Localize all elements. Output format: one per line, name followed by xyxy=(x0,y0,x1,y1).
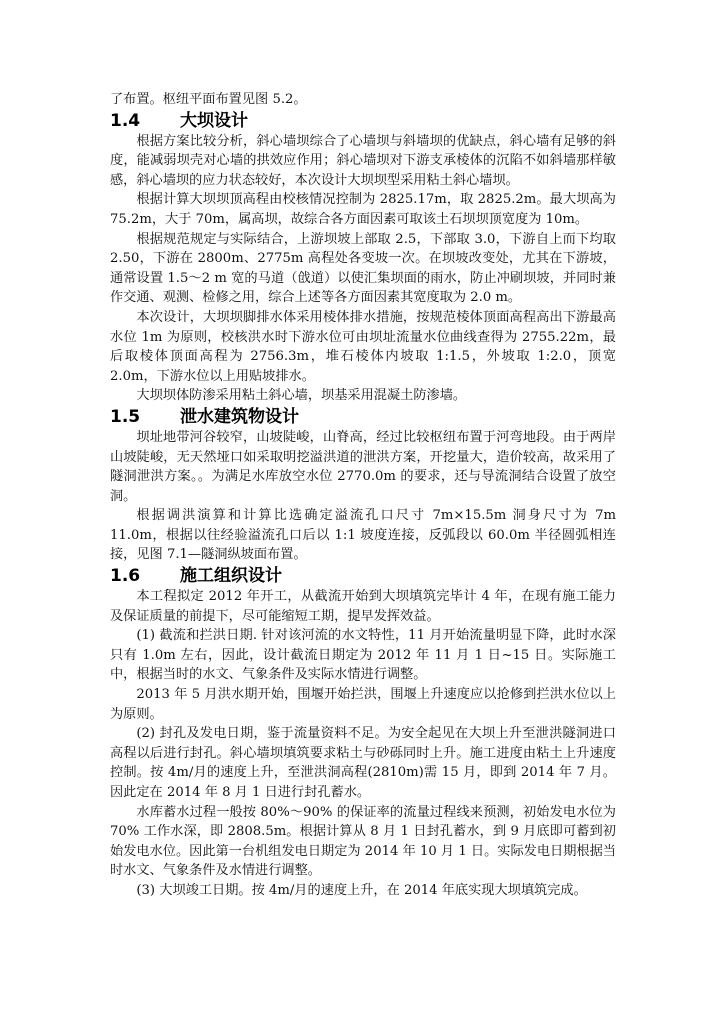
paragraph: 根据方案比较分析，斜心墙坝综合了心墙坝与斜墙坝的优缺点，斜心墙有足够的斜度，能减弱坝壳对心墙的拱效应作用；斜心墙坝对下游支承棱体的沉陷不如斜墙那样敏感，斜心墙坝的应力状态较好，本次设计大坝坝型采用粘土斜心墙坝。 xyxy=(110,133,616,188)
section-heading-1-4 xyxy=(110,110,616,132)
paragraph: 本工程拟定 2012 年开工，从截流开始到大坝填筑完毕计 4 年，在现有施工能力及保证质量的前提下，尽可能缩短工期，提早发挥效益。 xyxy=(110,589,616,624)
section-heading-1-6 xyxy=(110,565,616,587)
paragraph: (1) 截流和拦洪日期. 针对该河流的水文特性，11 月开始流量明显下降，此时水深只有 1.0m 左右，因此，设计截流日期定为 2012 年 11 月 1 日~15 日。实际施工中，根据当时的水文、气象条件及实际水情进行调整。 xyxy=(110,628,616,683)
paragraph: 根据规范规定与实际结合，上游坝坡上部取 2.5，下部取 3.0，下游自上而下均取 2.50，下游在 2800m、2775m 高程处各变坡一次。在坝坡改变处，尤其在下游坡，通常设置 1.5～2 m 宽的马道（戗道）以使汇集坝面的雨水，防止冲刷坝坡，并同时兼作交通、观测、检修之用，综合上述等各方面因素其宽度取为 2.0 m。 xyxy=(110,231,616,306)
paragraph: (3) 大坝竣工日期。按 4m/月的速度上升，在 2014 年底实现大坝填筑完成。 xyxy=(136,882,587,898)
paragraph: 根据调洪演算和计算比选确定溢流孔口尺寸 7m×15.5m 洞身尺寸为 7m 11.0m，根据以往经验溢流孔口后以 1:1 坡度连接，反弧段以 60.0m 半径圆弧相连接，见图 7.1—隧洞纵坡面布置。 xyxy=(110,508,616,563)
section-number: 1.6 xyxy=(110,566,141,587)
section-title: 施工组织设计 xyxy=(180,566,282,587)
paragraph: 水库蓄水过程一般按 80%～90% 的保证率的流量过程线来预测，初始发电水位为 70% 工作水深，即 2808.5m。根据计算从 8 月 1 日封孔蓄水，到 9 月底即可蓄到初始发电水位。因此第一台机组发电日期定为 2014 年 10 月 1 日。实际发电日期根据当时水文、气象条件及水情进行调整。 xyxy=(110,804,616,879)
document-page xyxy=(110,90,616,901)
intro-paragraph: 了布置。枢纽平面布置见图 5.2。 xyxy=(110,92,307,107)
paragraph: 根据计算大坝坝顶高程由校核情况控制为 2825.17m，取 2825.2m。最大坝高为 75.2m，大于 70m，属高坝，故综合各方面因素可取该土石坝坝顶宽度为 10m。 xyxy=(110,192,616,227)
section-number: 1.4 xyxy=(110,110,141,131)
section-heading-1-5 xyxy=(110,406,616,428)
paragraph: 2013 年 5 月洪水期开始，围堰开始拦洪，围堰上升速度应以抢修到拦洪水位以上为原则。 xyxy=(110,687,616,722)
section-number: 1.5 xyxy=(110,406,141,427)
section-title: 大坝设计 xyxy=(180,110,248,131)
paragraph: 本次设计，大坝坝脚排水体采用棱体排水措施，按规范棱体顶面高程高出下游最高水位 1m 为原则，校核洪水时下游水位可由坝址流量水位曲线查得为 2755.22m，最后取棱体顶面高程为 2756.3m，堆石棱体内坡取 1:1.5，外坡取 1:2.0，顶宽 2.0m，下游水位以上用贴坡排水。 xyxy=(110,309,616,384)
paragraph: 坝址地带河谷较窄，山坡陡峻，山脊高，经过比较枢纽布置于河弯地段。由于两岸山坡陡峻，无天然垭口如采取明挖溢洪道的泄洪方案，开挖量大，造价较高，故采用了隧洞泄洪方案。。为满足水库放空水位 2770.0m 的要求，还与导流洞结合设置了放空洞。 xyxy=(110,429,616,504)
paragraph: 大坝坝体防渗采用粘土斜心墙，坝基采用混凝土防渗墙。 xyxy=(136,388,467,404)
section-title: 泄水建筑物设计 xyxy=(180,406,299,427)
paragraph: (2) 封孔及发电日期，鉴于流量资料不足。为安全起见在大坝上升至泄洪隧洞进口高程以后进行封孔。斜心墙坝填筑要求粘土与砂砾同时上升。施工进度由粘土上升速度控制。按 4m/月的速度上升，至泄洪洞高程(2810m)需 15 月，即到 2014 年 7 月。因此定在 2014 年 8 月 1 日进行封孔蓄水。 xyxy=(110,726,616,800)
